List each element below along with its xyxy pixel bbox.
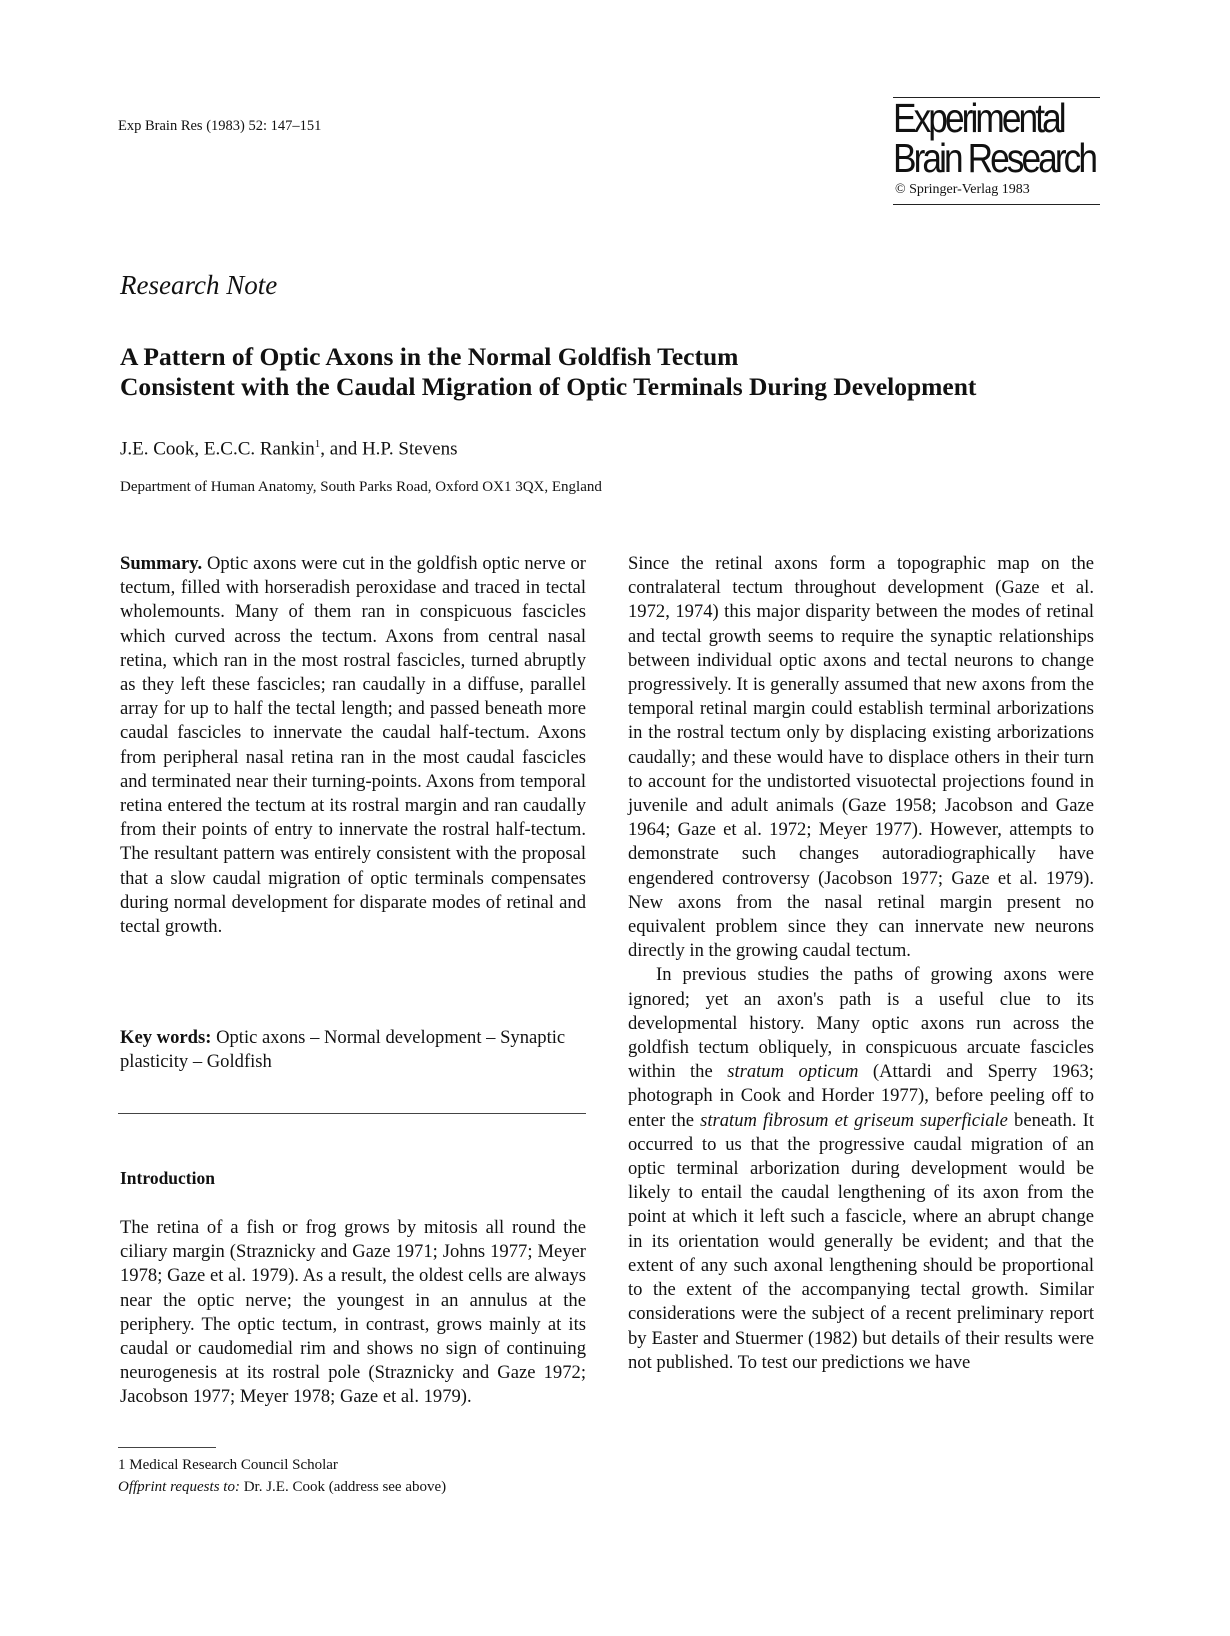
authors-main: J.E. Cook, E.C.C. Rankin xyxy=(120,438,315,460)
p2-term-stratum-opticum: stratum opticum xyxy=(727,1061,859,1083)
p2-text-b: (Attardi and Sperry 1963; photograph in Cook and Horder 1977), before peeling off to enter the xyxy=(628,1061,1094,1131)
p2-text-a: In previous studies the paths of growing axons were ignored; yet an axon's path is a useful clue to its developmental history. Many optic axons run across the goldfish tectum obliquely, in conspicuous arcuate fascicles within the xyxy=(628,964,1094,1083)
offprint-note xyxy=(118,1476,446,1498)
summary-text: Optic axons were cut in the goldfish optic nerve or tectum, filled with horseradish peroxidase and traced in tectal wholemounts. Many of them ran in conspicuous fascicles which curved across the tectum. Axons from central nasal retina, which ran in the most rostral fascicles, turned abruptly as they left these fascicles; ran caudally in a diffuse, parallel array for up to half the tectal length; and passed beneath more caudal fascicles to innervate the caudal half-tectum. Axons from peripheral nasal retina ran in the most caudal fascicles and terminated near their turning-points. Axons from temporal retina entered the tectum at its rostral margin and ran caudally from their points of entry to innervate the rostral half-tectum. The resultant pattern was entirely consistent with the proposal that a slow caudal migration of optic terminals compensates during normal development for disparate modes of retinal and tectal growth. xyxy=(120,553,586,938)
footnote-rule xyxy=(118,1447,216,1448)
right-paragraph-1: Since the retinal axons form a topographic map on the contralateral tectum throughout development (Gaze et al. 1972, 1974) this major disparity between the modes of retinal and tectal growth seems to require the synaptic relationships between individual optic axons and tectal neurons to change progressively. It is generally assumed that new axons from the temporal retinal margin could establish terminal arborizations in the rostral tectum only by displacing existing arborizations caudally; and these would have to displace others in their turn to account for the undistorted visuotectal projections found in juvenile and adult animals (Gaze 1958; Jacobson and Gaze 1964; Gaze et al. 1972; Meyer 1977). However, attempts to demonstrate such changes autoradiographically have engendered controversy (Jacobson 1977; Gaze et al. 1979). New axons from the nasal retinal margin present no equivalent problem since they can innervate new neurons directly in the growing caudal tectum. xyxy=(628,553,1094,962)
section-divider xyxy=(118,1113,586,1114)
keywords-label: Key words: xyxy=(120,1027,212,1048)
p2-term-stratum-fibrosum: stratum fibrosum et griseum superficiale xyxy=(700,1109,1008,1131)
offprint-label: Offprint requests to: xyxy=(118,1479,240,1495)
introduction-paragraph-1: The retina of a fish or frog grows by mitosis all round the ciliary margin (Straznicky and Gaze 1971; Johns 1977; Meyer 1978; Gaze et al. 1979). As a result, the oldest cells are always near the optic nerve; the youngest in an annulus at the periphery. The optic tectum, in contrast, grows mainly at its caudal or caudomedial rim and shows no sign of continuing neurogenesis at its rostral pole (Straznicky and Gaze 1972; Jacobson 1977; Meyer 1978; Gaze et al. 1979). xyxy=(120,1217,586,1408)
journal-name-line1: Experimental xyxy=(893,95,1064,141)
introduction-body xyxy=(120,1216,586,1410)
summary-section xyxy=(120,552,586,939)
journal-name-line2: Brain Research xyxy=(893,135,1096,181)
p2-text-c: beneath. It occurred to us that the progressive caudal migration of an optic terminal arborization during development would be likely to entail the caudal lengthening of its axon from the point at which it left such a fascicle, where an abrupt change in its orientation would generally be evident; and that the extent of any such axonal lengthening should be proportional to the extent of the accompanying tectal growth. Similar considerations were the subject of a recent preliminary report by Easter and Stuermer (1982) but details of their results were not published. To test our predictions we have xyxy=(628,1109,1094,1373)
author-footnote-marker: 1 xyxy=(314,438,321,450)
offprint-text: Dr. J.E. Cook (address see above) xyxy=(243,1479,447,1495)
introduction-heading: Introduction xyxy=(120,1168,215,1188)
title-line-1: A Pattern of Optic Axons in the Normal Goldfish Tectum xyxy=(120,342,739,371)
author-list xyxy=(120,438,458,460)
title-line-2: Consistent with the Caudal Migration of Optic Terminals During Development xyxy=(120,372,977,401)
copyright-notice: © Springer-Verlag 1983 xyxy=(895,182,1030,197)
right-column xyxy=(628,552,1094,1375)
keywords-text: Optic axons – Normal development – Synaptic plasticity – Goldfish xyxy=(120,1027,566,1073)
footnote-1: 1 Medical Research Council Scholar xyxy=(118,1457,338,1473)
article-title xyxy=(120,342,1120,402)
logo-bottom-rule xyxy=(893,204,1100,205)
journal-logo xyxy=(893,97,1100,205)
right-paragraph-2 xyxy=(628,963,1094,1374)
article-type: Research Note xyxy=(120,270,278,300)
author-affiliation: Department of Human Anatomy, South Parks Road, Oxford OX1 3QX, England xyxy=(120,479,602,495)
summary-label: Summary. xyxy=(120,553,203,574)
journal-citation: Exp Brain Res (1983) 52: 147–151 xyxy=(118,118,322,134)
keywords-section xyxy=(120,1026,586,1074)
footnotes xyxy=(118,1454,446,1498)
authors-rest: , and H.P. Stevens xyxy=(320,438,458,460)
summary-paragraph xyxy=(120,552,586,939)
